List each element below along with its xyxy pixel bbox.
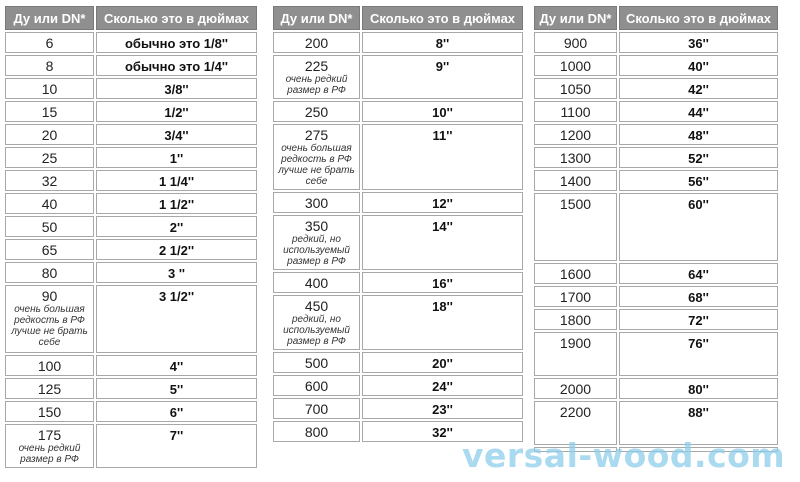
table-row <box>5 78 257 99</box>
dn-value: 400 <box>304 275 329 291</box>
dn-table-2 <box>271 4 525 444</box>
dn-value: 800 <box>304 424 329 440</box>
table-row <box>5 401 257 422</box>
dn-value: 1200 <box>559 127 592 143</box>
inch-value: 18'' <box>432 299 453 314</box>
inch-value: 9'' <box>435 59 450 74</box>
dn-value: 225 <box>304 58 329 74</box>
inch-value: 10'' <box>432 105 453 120</box>
table-row <box>5 170 257 191</box>
dn-value: 600 <box>304 378 329 394</box>
table-row <box>5 147 257 168</box>
inch-value: 1'' <box>169 151 184 166</box>
table-row <box>5 424 257 468</box>
inch-value: 2'' <box>169 220 184 235</box>
header-dn: Ду или DN* <box>5 6 94 30</box>
inch-value: 8'' <box>435 36 450 51</box>
inch-value: 2 1/2'' <box>158 243 195 258</box>
inch-value: 68'' <box>688 290 709 305</box>
header-inches: Сколько это в дюймах <box>96 6 257 30</box>
dn-value: 25 <box>41 150 58 166</box>
table-row <box>5 32 257 53</box>
dn-value: 1300 <box>559 150 592 166</box>
dn-value: 350 <box>304 218 329 234</box>
inch-value: 80'' <box>688 382 709 397</box>
dn-value: 80 <box>41 265 58 281</box>
dn-table-3 <box>532 4 780 454</box>
dn-value: 1600 <box>559 266 592 282</box>
dn-value: 450 <box>304 298 329 314</box>
dn-value: 20 <box>41 127 58 143</box>
inch-value: 40'' <box>688 59 709 74</box>
dn-value: 150 <box>37 404 62 420</box>
dn-value: 200 <box>304 35 329 51</box>
inch-value: 60'' <box>688 197 709 212</box>
table-row <box>534 147 778 168</box>
table-row <box>5 378 257 399</box>
inch-value: 32'' <box>432 425 453 440</box>
inch-value: 52'' <box>688 151 709 166</box>
dn-value: 1400 <box>559 173 592 189</box>
dn-value: 90 <box>41 288 58 304</box>
dn-value: 250 <box>304 104 329 120</box>
table-row <box>5 193 257 214</box>
dn-value: 10 <box>41 81 58 97</box>
header-dn: Ду или DN* <box>273 6 360 30</box>
table-row <box>534 309 778 330</box>
dn-value: 175 <box>37 427 62 443</box>
table-row <box>534 378 778 399</box>
inch-value: обычно это 1/4'' <box>124 59 229 74</box>
dn-value: 2200 <box>559 404 592 420</box>
header-inches: Сколько это в дюймах <box>619 6 778 30</box>
rarity-note: очень редкий размер в РФ <box>285 74 348 96</box>
dn-value: 100 <box>37 358 62 374</box>
table-row <box>5 124 257 145</box>
table-row <box>273 272 523 293</box>
dn-value: 32 <box>41 173 58 189</box>
dn-value: 1900 <box>559 335 592 351</box>
inch-value: 1/2'' <box>164 105 189 120</box>
table-row <box>273 352 523 373</box>
dn-value: 6 <box>45 35 54 51</box>
table-row <box>534 55 778 76</box>
dn-value: 65 <box>41 242 58 258</box>
dn-value: 500 <box>304 355 329 371</box>
inch-value: 20'' <box>432 356 453 371</box>
inch-value: 76'' <box>688 336 709 351</box>
table-row <box>273 398 523 419</box>
dn-value: 300 <box>304 195 329 211</box>
table-row <box>534 78 778 99</box>
table-row <box>534 193 778 261</box>
header-inches: Сколько это в дюймах <box>362 6 523 30</box>
inch-value: 5'' <box>169 382 184 397</box>
inch-value: 1 1/2'' <box>158 197 195 212</box>
dn-value: 8 <box>45 58 54 74</box>
inch-value: 3 1/2'' <box>158 289 195 304</box>
table-row <box>5 355 257 376</box>
watermark-text: versal-wood.com <box>462 436 786 475</box>
dn-value: 1700 <box>559 289 592 305</box>
table-row <box>273 124 523 190</box>
rarity-note: очень большая редкость в РФ лучше не брать себе <box>11 304 88 348</box>
dn-value: 1100 <box>560 104 591 120</box>
table-row <box>5 285 257 353</box>
inch-value: 44'' <box>688 105 709 120</box>
table-row <box>273 375 523 396</box>
table-row <box>273 192 523 213</box>
inch-value: 42'' <box>688 82 709 97</box>
table-row <box>534 101 778 122</box>
inch-value: 1 1/4'' <box>158 174 195 189</box>
dn-value: 40 <box>41 196 58 212</box>
dn-value: 1500 <box>559 196 592 212</box>
header-dn: Ду или DN* <box>534 6 617 30</box>
rarity-note: редкий, но используемый размер в РФ <box>283 234 350 267</box>
dn-value: 2000 <box>559 381 592 397</box>
table-row <box>534 332 778 376</box>
table-row <box>534 263 778 284</box>
rarity-note: очень редкий размер в РФ <box>18 443 81 465</box>
inch-value: 88'' <box>688 405 709 420</box>
dn-value: 1050 <box>559 81 592 97</box>
table-row <box>273 32 523 53</box>
table-row <box>534 170 778 191</box>
dn-value: 125 <box>37 381 62 397</box>
inch-value: 4'' <box>169 359 184 374</box>
inch-value: 6'' <box>169 405 184 420</box>
inch-value: 23'' <box>432 402 453 417</box>
table-row <box>5 216 257 237</box>
inch-value: 36'' <box>688 36 709 51</box>
table-row <box>273 101 523 122</box>
table-row <box>5 262 257 283</box>
inch-value: 11'' <box>432 128 453 143</box>
inch-value: 16'' <box>432 276 453 291</box>
inch-value: 24'' <box>432 379 453 394</box>
dn-value: 1000 <box>559 58 592 74</box>
inch-value: обычно это 1/8'' <box>124 36 229 51</box>
inch-value: 3/8'' <box>164 82 189 97</box>
inch-value: 48'' <box>688 128 709 143</box>
inch-value: 3/4'' <box>164 128 189 143</box>
dn-value: 275 <box>304 127 329 143</box>
table-row <box>5 239 257 260</box>
inch-value: 56'' <box>688 174 709 189</box>
table-row <box>273 215 523 270</box>
rarity-note: очень большая редкость в РФ лучше не брать себе <box>278 143 355 187</box>
table-row <box>273 55 523 99</box>
dn-value: 50 <box>41 219 58 235</box>
inch-value: 7'' <box>169 428 184 443</box>
table-row <box>534 32 778 53</box>
dn-table-1 <box>3 4 259 470</box>
table-row <box>273 295 523 350</box>
dn-value: 900 <box>563 35 588 51</box>
inch-value: 3 '' <box>167 266 186 281</box>
inch-value: 64'' <box>688 267 709 282</box>
inch-value: 72'' <box>688 313 709 328</box>
table-row <box>5 55 257 76</box>
dn-value: 15 <box>41 104 58 120</box>
inch-value: 14'' <box>432 219 453 234</box>
rarity-note: редкий, но используемый размер в РФ <box>283 314 350 347</box>
dn-value: 700 <box>304 401 329 417</box>
inch-value: 12'' <box>432 196 453 211</box>
table-row <box>5 101 257 122</box>
table-row <box>534 286 778 307</box>
table-row <box>534 124 778 145</box>
dn-value: 1800 <box>559 312 592 328</box>
